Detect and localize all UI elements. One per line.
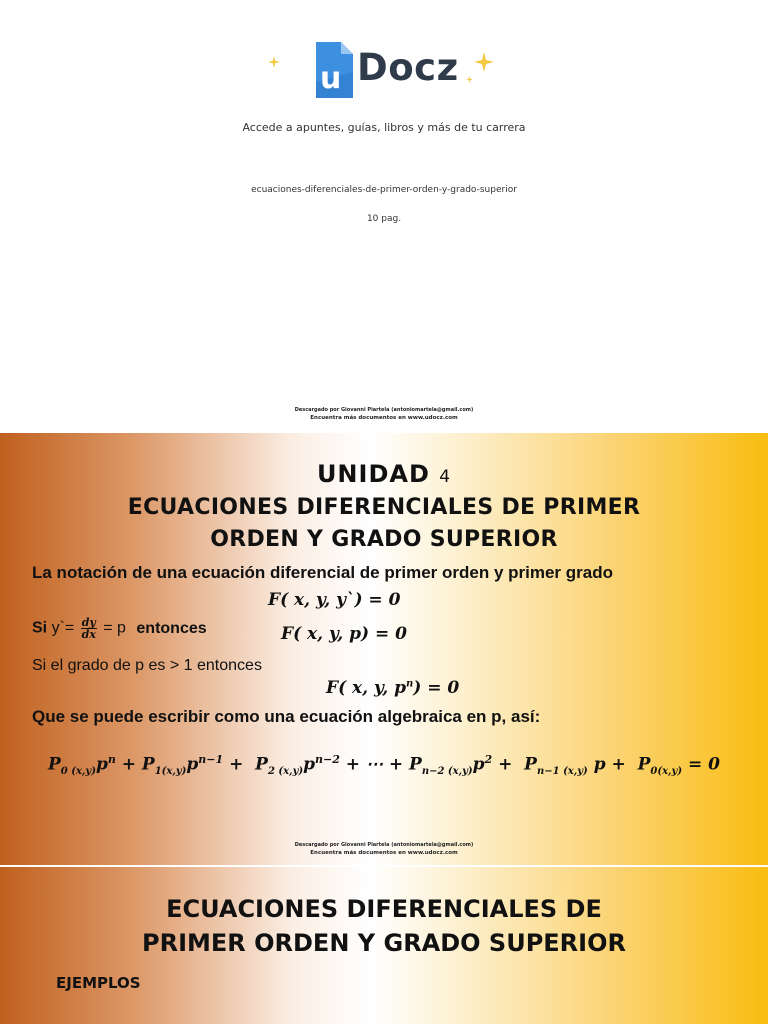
download-by: Descargado por Giovanni Piartela (antoniomartela@gmail.com) bbox=[294, 407, 474, 413]
download-by: Descargado por Giovanni Piartela (antoniomartela@gmail.com) bbox=[294, 842, 474, 848]
fraction-denominator: dx bbox=[81, 628, 96, 641]
download-link[interactable]: Encuentra más documentos en www.udocz.com bbox=[310, 850, 458, 856]
grado-text: Si el grado de p es > 1 entonces bbox=[32, 657, 262, 674]
logo-text: Docz bbox=[357, 46, 459, 89]
polynomial-equation: $P_{0 (x,y)}p^n + P_{1(x,y)}p^{n-1} + P_{2 (x,y)}p^{n-2}$ + ⋯ + $P_{n-2 (x,y)}p^2 + P_{n-1 (x,y)}$ $p + P_{0(x,y)} = 0$ bbox=[47, 753, 720, 778]
unit-number: 4 bbox=[439, 467, 452, 487]
udocz-logo bbox=[316, 40, 459, 100]
equation-3-base: F( x, y, p bbox=[326, 678, 406, 698]
slide2-title-line-1: ECUACIONES DIFERENCIALES DE bbox=[166, 895, 602, 923]
notation-text: La notación de una ecuación diferencial de primer orden y primer grado bbox=[32, 563, 613, 582]
download-notice bbox=[0, 841, 768, 858]
slide2-title-line-2: PRIMER ORDEN Y GRADO SUPERIOR bbox=[142, 929, 626, 957]
slide-ejemplos bbox=[0, 867, 768, 1024]
fraction-numerator: dy bbox=[81, 616, 96, 629]
ejemplos-heading: EJEMPLOS bbox=[56, 974, 141, 992]
equation-3-end: ) = 0 bbox=[413, 678, 460, 698]
equals-p: = p bbox=[103, 619, 126, 637]
cover-page bbox=[0, 0, 768, 433]
y-prime: y`= bbox=[51, 619, 75, 637]
equation-3 bbox=[326, 678, 459, 698]
slide-unit-title bbox=[0, 460, 768, 488]
sparkle-icon bbox=[474, 52, 494, 72]
algebraica-text: Que se puede escribir como una ecuación algebraica en p, así: bbox=[32, 707, 541, 726]
equation-1: F( x, y, y`) = 0 bbox=[268, 590, 401, 610]
sparkle-icon bbox=[466, 76, 473, 83]
slide-unidad-4 bbox=[0, 433, 768, 865]
equation-2: F( x, y, p) = 0 bbox=[281, 624, 407, 644]
document-slug: ecuaciones-diferenciales-de-primer-orden-y-grado-superior bbox=[251, 185, 517, 195]
equation-3-exponent: n bbox=[405, 678, 414, 690]
si-label: Si bbox=[32, 619, 48, 637]
entonces-label: entonces bbox=[136, 619, 207, 637]
unit-label: UNIDAD bbox=[316, 460, 430, 488]
document-icon bbox=[316, 42, 353, 98]
dy-dx-fraction bbox=[81, 617, 97, 640]
download-link[interactable]: Encuentra más documentos en www.udocz.com bbox=[310, 415, 458, 421]
download-notice bbox=[0, 406, 768, 423]
tagline: Accede a apuntes, guías, libros y más de tu carrera bbox=[242, 121, 526, 134]
slide-title-line-1: ECUACIONES DIFERENCIALES DE PRIMER bbox=[127, 495, 641, 520]
logo-letter: u bbox=[320, 61, 342, 96]
slide-title-line-2: ORDEN Y GRADO SUPERIOR bbox=[210, 527, 558, 552]
si-line bbox=[32, 617, 207, 640]
page-count: 10 pag. bbox=[366, 214, 402, 224]
sparkle-icon bbox=[268, 56, 280, 68]
